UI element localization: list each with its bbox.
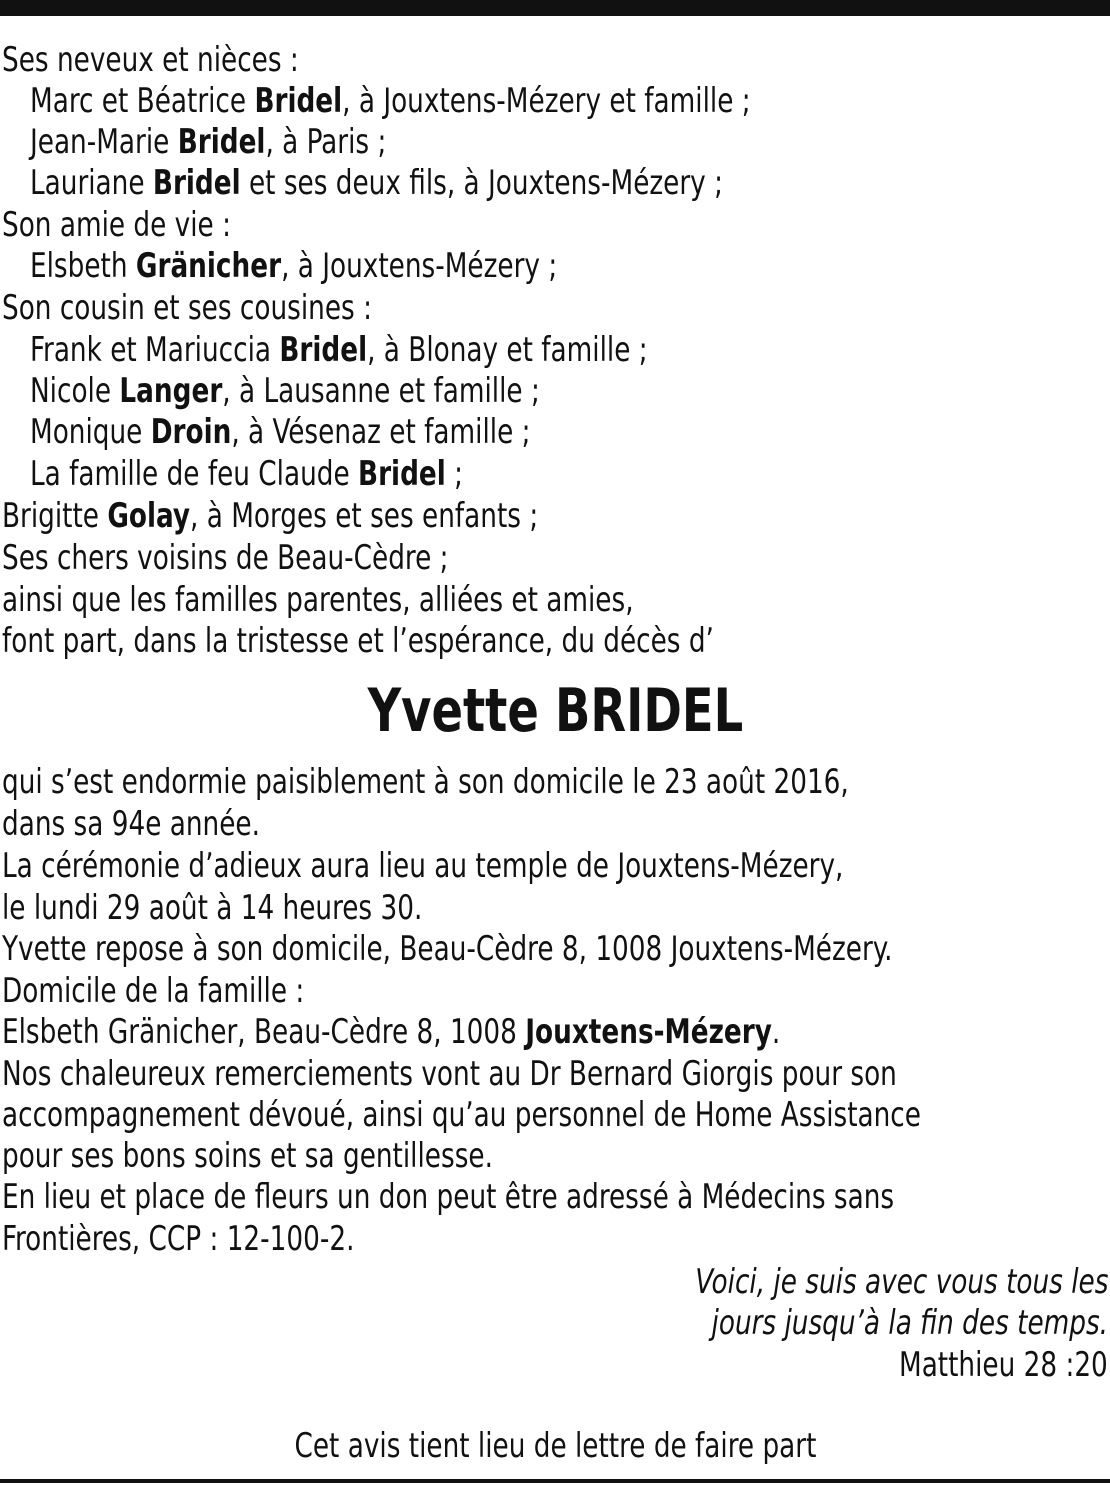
- family-line: Brigitte Golay, à Morges et ses enfants ;: [2, 496, 539, 536]
- quote-reference: Matthieu 28 :20: [899, 1345, 1108, 1385]
- footer-note: Cet avis tient lieu de lettre de faire part: [294, 1426, 816, 1466]
- quote-line: Voici, je suis avec vous tous les: [694, 1262, 1108, 1302]
- family-line: Frank et Mariuccia Bridel, à Blonay et famille ;: [30, 330, 648, 370]
- body-line: Yvette repose à son domicile, Beau-Cèdre 8, 1008 Jouxtens-Mézery.: [2, 929, 893, 969]
- cousins-heading: Son cousin et ses cousines :: [2, 288, 372, 328]
- body-line: En lieu et place de fleurs un don peut être adressé à Médecins sans: [2, 1177, 895, 1217]
- families-line: ainsi que les familles parentes, alliées et amies,: [2, 580, 634, 620]
- quote-line: jours jusqu’à la fin des temps.: [711, 1303, 1108, 1343]
- family-line: La famille de feu Claude Bridel ;: [30, 454, 463, 494]
- body-line: pour ses bons soins et sa gentillesse.: [2, 1136, 493, 1176]
- announce-line: font part, dans la tristesse et l’espérance, du décès d’: [2, 621, 714, 661]
- bottom-rule: [0, 1479, 1110, 1483]
- family-line: Lauriane Bridel et ses deux fils, à Jouxtens-Mézery ;: [30, 163, 723, 203]
- body-line: Elsbeth Gränicher, Beau-Cèdre 8, 1008 Jouxtens-Mézery.: [2, 1012, 781, 1052]
- body-line: accompagnement dévoué, ainsi qu’au personnel de Home Assistance: [2, 1095, 921, 1135]
- body-line: Frontières, CCP : 12-100-2.: [2, 1219, 355, 1259]
- family-line: Jean-Marie Bridel, à Paris ;: [30, 122, 387, 162]
- neighbors-line: Ses chers voisins de Beau-Cèdre ;: [2, 538, 449, 578]
- deceased-name: Yvette BRIDEL: [367, 676, 743, 746]
- body-line: Domicile de la famille :: [2, 971, 305, 1011]
- family-line: Elsbeth Gränicher, à Jouxtens-Mézery ;: [30, 246, 558, 286]
- family-line: Nicole Langer, à Lausanne et famille ;: [30, 371, 540, 411]
- body-line: La cérémonie d’adieux aura lieu au temple de Jouxtens-Mézery,: [2, 846, 844, 886]
- partner-heading: Son amie de vie :: [2, 205, 231, 245]
- body-line: Nos chaleureux remerciements vont au Dr Bernard Giorgis pour son: [2, 1054, 897, 1094]
- family-line: Marc et Béatrice Bridel, à Jouxtens-Mézery et famille ;: [30, 81, 751, 121]
- body-line: le lundi 29 août à 14 heures 30.: [2, 888, 423, 928]
- nephews-heading: Ses neveux et nièces :: [2, 40, 299, 80]
- top-rule: [0, 0, 1110, 16]
- body-line: dans sa 94e année.: [2, 804, 260, 844]
- family-line: Monique Droin, à Vésenaz et famille ;: [30, 412, 531, 452]
- body-line: qui s’est endormie paisiblement à son domicile le 23 août 2016,: [2, 762, 849, 802]
